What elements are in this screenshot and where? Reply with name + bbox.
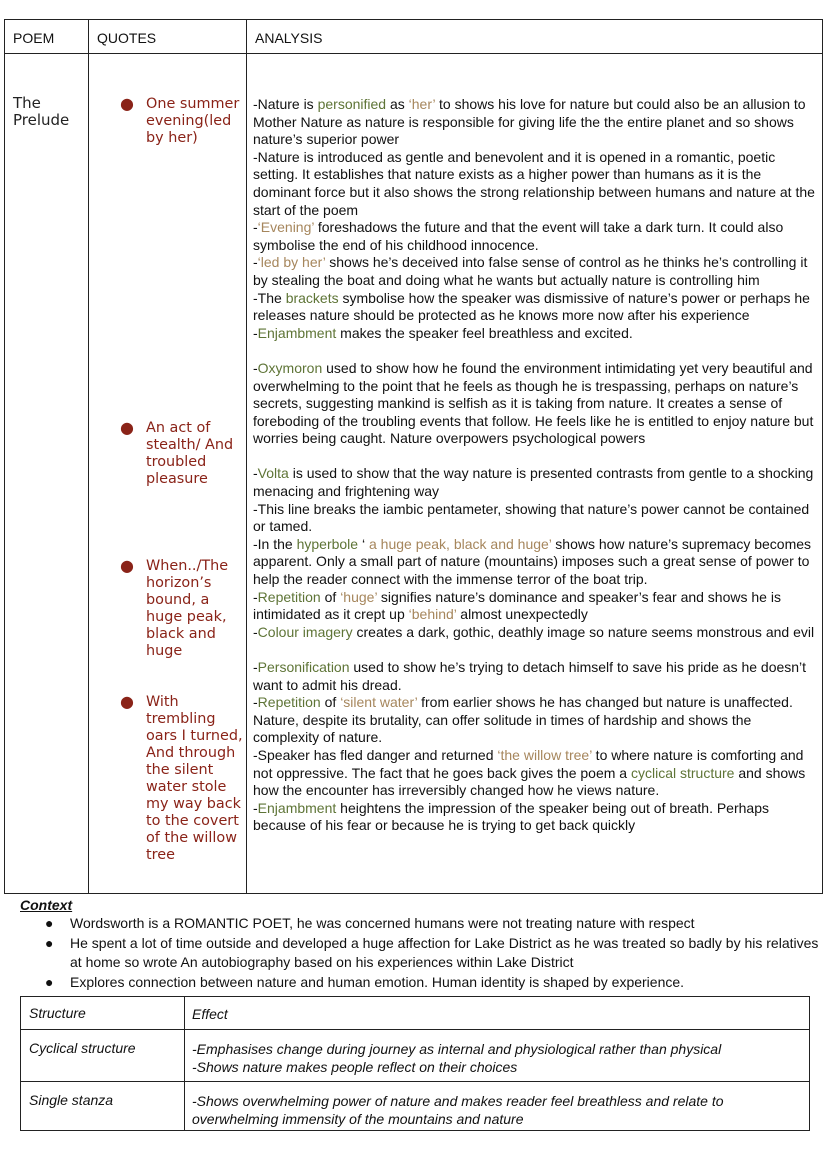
analysis-paragraph: -Enjambment makes the speaker feel breathless and excited. xyxy=(253,324,633,341)
analysis-paragraph: -Enjambment heightens the impression of the speaker being out of breath. Perhaps because of his fear or because he is trying to get back quickly xyxy=(253,799,769,834)
list-item: ● He spent a lot of time outside and developed a huge affection for Lake District as he was treated so badly by his relatives at home so wrote An autobiography based on his experiences within Lake District xyxy=(45,934,819,970)
structure-cell: Cyclical structure xyxy=(29,1040,136,1056)
structure-cell: Single stanza xyxy=(29,1092,114,1108)
quote-item xyxy=(89,420,247,488)
header-poem: POEM xyxy=(13,30,55,46)
analysis-paragraph: -This line breaks the iambic pentameter, showing that nature’s power cannot be contained or tamed. xyxy=(253,500,810,535)
header-quotes: QUOTES xyxy=(97,30,157,46)
analysis-paragraph: -Speaker has fled danger and returned ‘the willow tree’ to where nature is comforting and not oppressive. The fact that he goes back gives the poem a cyclical structure and shows how the encounter has irreversibly changed how he views nature. xyxy=(253,746,806,799)
quote-text: When../The horizon’s bound, a huge peak, black and huge xyxy=(146,558,229,659)
quote-item xyxy=(89,558,247,660)
header-analysis: ANALYSIS xyxy=(255,30,323,46)
effect-cell: -Shows overwhelming power of nature and makes reader feel breathless and relate to overwhelming immensity of the mountains and nature xyxy=(192,1093,724,1127)
context-title: Context xyxy=(20,897,73,913)
quote-text: One summer evening(led by her) xyxy=(146,96,240,146)
analysis-column xyxy=(247,54,823,894)
analysis-paragraph: -Colour imagery creates a dark, gothic, deathly image so nature seems monstrous and evil xyxy=(253,623,815,640)
bullet-icon: ● xyxy=(45,934,54,951)
bullet-icon: ● xyxy=(120,692,134,711)
bullet-icon: ● xyxy=(45,973,54,990)
bullet-icon: ● xyxy=(45,915,54,931)
table-row xyxy=(5,54,823,894)
analysis-paragraph: -Repetition of ‘huge’ signifies nature’s dominance and speaker’s fear and shows he is intimidated as it crept up ‘behind’ almost unexpectedly xyxy=(253,588,781,623)
analysis-paragraph: -In the hyperbole ‘ a huge peak, black and huge’ shows how nature’s supremacy becomes apparent. Only a small part of nature (mountains) imposes such a great sense of power to help the reader connect with the immense terror of the boat trip. xyxy=(253,535,812,588)
analysis-paragraph: -Nature is introduced as gentle and benevolent and it is opened in a romantic, poetic setting. It establishes that nature exists as a higher power than humans as it is the dominant force but it also shows the strong relationship between humans and nature at the start of the poem xyxy=(253,148,815,218)
analysis-paragraph: -Repetition of ‘silent water’ from earlier shows he has changed but nature is unaffected. Nature, despite its brutality, can offer solitude in times of hardship and shows the complexity of nature. xyxy=(253,694,793,746)
bullet-icon: ● xyxy=(120,556,134,575)
effect-cell: -Emphasises change during journey as internal and physiological rather than physical -Shows nature makes people reflect on their choices xyxy=(192,1041,722,1075)
structure-effect-table xyxy=(20,996,810,1131)
quote-text: With trembling oars I turned, And through the silent water stole my way back to the covert of the willow tree xyxy=(146,694,243,863)
bullet-icon: ● xyxy=(120,418,134,437)
table-row xyxy=(21,1030,810,1082)
list-item: ● Explores connection between nature and human emotion. Human identity is shaped by experience. xyxy=(20,973,820,993)
analysis-paragraph: -‘Evening’ foreshadows the future and that the event will take a dark turn. It could also symbolise the end of his childhood innocence. xyxy=(253,219,784,253)
analysis-paragraph: -Oxymoron used to show how he found the environment intimidating yet very beautiful and overwhelming to the point that he feels as though he is trespassing, perhaps on nature’s secrets, suggesting mankind is selfish as it is taking from nature. It creates a sense of foreboding of the troubling events that follow. He feels like he is entitled to enjoy nature but worries being caught. Nature overpowers psychological powers xyxy=(253,359,814,447)
header-effect: Effect xyxy=(192,1006,228,1022)
bullet-icon: ● xyxy=(120,94,134,113)
analysis-paragraph: -The brackets symbolise how the speaker was dismissive of nature’s power or perhaps he releases nature should be protected as he knows more now after his experience xyxy=(253,289,810,324)
quote-text: An act of stealth/ And troubled pleasure xyxy=(146,420,234,487)
table-header-row xyxy=(21,997,810,1030)
header-structure: Structure xyxy=(29,1005,86,1021)
list-item: ● Wordsworth is a ROMANTIC POET, he was concerned humans were not treating nature with respect xyxy=(20,914,820,934)
quote-item xyxy=(89,694,247,864)
analysis-paragraph: -Nature is personified as ‘her’ to shows his love for nature but could also be an allusion to Mother Nature as nature is responsible for giving life the the entire planet and so shows nature’s superior power xyxy=(253,96,806,148)
quote-item xyxy=(89,96,247,147)
analysis-paragraph: -Personification used to show he’s trying to detach himself to save his pride as he doesn’t want to admit his dread. xyxy=(253,659,807,693)
poem-title: The Prelude xyxy=(13,94,70,129)
quotes-column xyxy=(89,54,247,894)
poem-analysis-table xyxy=(4,19,823,894)
analysis-paragraph: -‘led by her’ shows he’s deceived into false sense of control as he thinks he’s controlling it by stealing the boat and doing what he wants but actually nature is controlling him xyxy=(253,254,808,288)
table-header-row xyxy=(5,20,823,54)
analysis-paragraph: -Volta is used to show that the way nature is presented contrasts from gentle to a shocking menacing and frightening way xyxy=(253,465,814,500)
context-section xyxy=(20,896,820,992)
table-row xyxy=(21,1082,810,1131)
context-list xyxy=(20,914,820,992)
